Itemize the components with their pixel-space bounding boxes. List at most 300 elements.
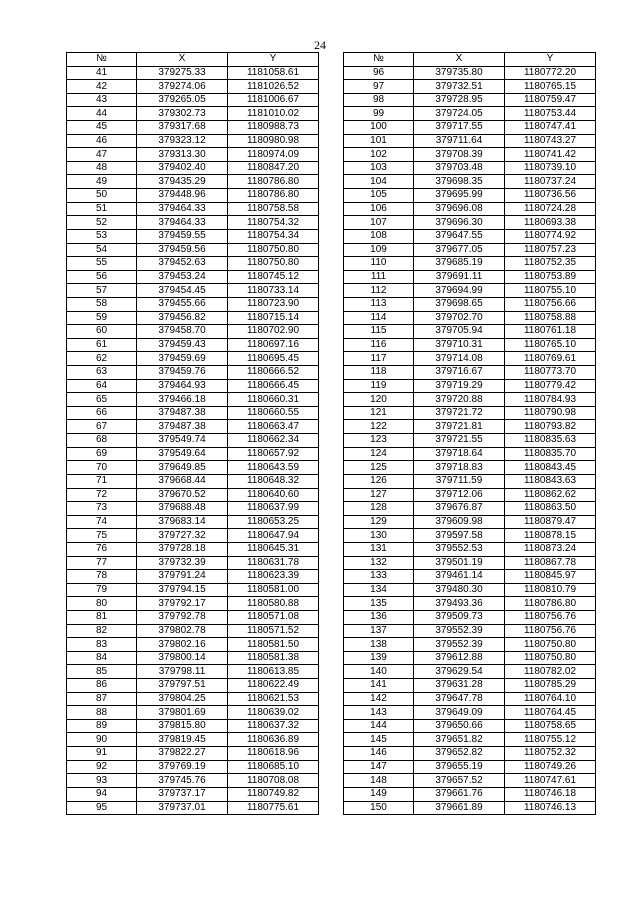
y-coordinate-cell: 1180790.98 [505,406,596,420]
y-coordinate-cell: 1180745.12 [228,270,319,284]
x-coordinate-cell: 379716.67 [414,366,505,380]
y-coordinate-cell: 1180753.89 [505,270,596,284]
x-coordinate-cell: 379466.18 [137,393,228,407]
x-coordinate-cell: 379792.17 [137,597,228,611]
x-coordinate-cell: 379801.69 [137,706,228,720]
table-row [67,556,319,570]
x-coordinate-cell: 379797.51 [137,679,228,693]
y-coordinate-cell: 1180757.23 [505,243,596,257]
table-row [67,257,319,271]
table-row [67,801,319,815]
y-coordinate-cell: 1180779.42 [505,379,596,393]
table-row [67,202,319,216]
column-header-y: Y [228,53,319,67]
point-number-cell: 131 [344,542,414,556]
table-row [67,379,319,393]
table-row [67,502,319,516]
table-row [344,216,596,230]
table-row [344,610,596,624]
table-row [344,229,596,243]
point-number-cell: 150 [344,801,414,815]
y-coordinate-cell: 1180862.62 [505,488,596,502]
x-coordinate-cell: 379480.30 [414,583,505,597]
table-row [67,747,319,761]
point-number-cell: 69 [67,447,137,461]
y-coordinate-cell: 1180737.24 [505,175,596,189]
y-coordinate-cell: 1180637.32 [228,719,319,733]
y-coordinate-cell: 1180758.58 [228,202,319,216]
y-coordinate-cell: 1180749.82 [228,787,319,801]
table-row [344,393,596,407]
point-number-cell: 149 [344,787,414,801]
x-coordinate-cell: 379708.39 [414,148,505,162]
point-number-cell: 102 [344,148,414,162]
table-row [344,121,596,135]
point-number-cell: 141 [344,679,414,693]
point-number-cell: 56 [67,270,137,284]
point-number-cell: 101 [344,134,414,148]
x-coordinate-cell: 379712.06 [414,488,505,502]
point-number-cell: 112 [344,284,414,298]
y-coordinate-cell: 1180621.53 [228,692,319,706]
table-row [344,488,596,502]
y-coordinate-cell: 1180793.82 [505,420,596,434]
table-row [67,760,319,774]
y-coordinate-cell: 1180784.93 [505,393,596,407]
table-row [67,80,319,94]
table-row [67,651,319,665]
x-coordinate-cell: 379819.45 [137,733,228,747]
x-coordinate-cell: 379657.52 [414,774,505,788]
point-number-cell: 128 [344,502,414,516]
y-coordinate-cell: 1180845.97 [505,570,596,584]
x-coordinate-cell: 379705.94 [414,325,505,339]
point-number-cell: 91 [67,747,137,761]
table-row [344,379,596,393]
point-number-cell: 133 [344,570,414,584]
x-coordinate-cell: 379711.64 [414,134,505,148]
table-row [344,787,596,801]
table-row [344,270,596,284]
x-coordinate-cell: 379649.85 [137,461,228,475]
y-coordinate-cell: 1180662.34 [228,434,319,448]
y-coordinate-cell: 1180769.61 [505,352,596,366]
x-coordinate-cell: 379802.78 [137,624,228,638]
y-coordinate-cell: 1180741.42 [505,148,596,162]
table-row [67,393,319,407]
table-row [344,502,596,516]
point-number-cell: 85 [67,665,137,679]
point-number-cell: 62 [67,352,137,366]
x-coordinate-cell: 379676.87 [414,502,505,516]
point-number-cell: 52 [67,216,137,230]
table-row [67,93,319,107]
x-coordinate-cell: 379549.64 [137,447,228,461]
y-coordinate-cell: 1180647.94 [228,529,319,543]
y-coordinate-cell: 1180723.90 [228,297,319,311]
table-row [67,66,319,80]
y-coordinate-cell: 1180660.55 [228,406,319,420]
x-coordinate-cell: 379670.52 [137,488,228,502]
point-number-cell: 51 [67,202,137,216]
x-coordinate-cell: 379552.39 [414,624,505,638]
x-coordinate-cell: 379631.28 [414,679,505,693]
point-number-cell: 137 [344,624,414,638]
point-number-cell: 118 [344,366,414,380]
point-number-cell: 53 [67,229,137,243]
table-row [67,570,319,584]
point-number-cell: 61 [67,338,137,352]
table-row [344,189,596,203]
x-coordinate-cell: 379464.93 [137,379,228,393]
x-coordinate-cell: 379609.98 [414,515,505,529]
x-coordinate-cell: 379791.24 [137,570,228,584]
table-row [67,447,319,461]
x-coordinate-cell: 379652.82 [414,747,505,761]
y-coordinate-cell: 1180756.66 [505,297,596,311]
y-coordinate-cell: 1180666.45 [228,379,319,393]
y-coordinate-cell: 1180648.32 [228,474,319,488]
y-coordinate-cell: 1180873.24 [505,542,596,556]
table-row [67,311,319,325]
point-number-cell: 96 [344,66,414,80]
y-coordinate-cell: 1180758.65 [505,719,596,733]
x-coordinate-cell: 379402.40 [137,161,228,175]
table-row [67,461,319,475]
column-header-y: Y [505,53,596,67]
point-number-cell: 58 [67,297,137,311]
y-coordinate-cell: 1180750.80 [228,257,319,271]
x-coordinate-cell: 379685.19 [414,257,505,271]
y-coordinate-cell: 1180618.96 [228,747,319,761]
point-number-cell: 114 [344,311,414,325]
point-number-cell: 126 [344,474,414,488]
table-row [344,515,596,529]
table-row [67,597,319,611]
y-coordinate-cell: 1180774.92 [505,229,596,243]
y-coordinate-cell: 1180775.61 [228,801,319,815]
table-row [344,624,596,638]
y-coordinate-cell: 1180746.13 [505,801,596,815]
y-coordinate-cell: 1180752.32 [505,747,596,761]
y-coordinate-cell: 1180657.92 [228,447,319,461]
y-coordinate-cell: 1180835.63 [505,434,596,448]
point-number-cell: 116 [344,338,414,352]
table-row [67,406,319,420]
y-coordinate-cell: 1180739.10 [505,161,596,175]
y-coordinate-cell: 1180765.15 [505,80,596,94]
point-number-cell: 93 [67,774,137,788]
point-number-cell: 130 [344,529,414,543]
table-row [67,719,319,733]
x-coordinate-cell: 379719.29 [414,379,505,393]
x-coordinate-cell: 379448.96 [137,189,228,203]
table-row [67,366,319,380]
y-coordinate-cell: 1180724.28 [505,202,596,216]
y-coordinate-cell: 1180708.08 [228,774,319,788]
point-number-cell: 100 [344,121,414,135]
table-row [344,542,596,556]
x-coordinate-cell: 379711.59 [414,474,505,488]
x-coordinate-cell: 379458.70 [137,325,228,339]
point-number-cell: 77 [67,556,137,570]
x-coordinate-cell: 379552.53 [414,542,505,556]
y-coordinate-cell: 1180660.31 [228,393,319,407]
x-coordinate-cell: 379732.39 [137,556,228,570]
table-row [67,542,319,556]
y-coordinate-cell: 1180867.78 [505,556,596,570]
x-coordinate-cell: 379274.06 [137,80,228,94]
y-coordinate-cell: 1180835.70 [505,447,596,461]
y-coordinate-cell: 1180643.59 [228,461,319,475]
y-coordinate-cell: 1180693.38 [505,216,596,230]
table-header-row [344,53,596,67]
table-row [344,93,596,107]
table-row [344,570,596,584]
table-row [67,338,319,352]
x-coordinate-cell: 379695.99 [414,189,505,203]
x-coordinate-cell: 379677.05 [414,243,505,257]
table-row [344,352,596,366]
point-number-cell: 49 [67,175,137,189]
y-coordinate-cell: 1180756.76 [505,610,596,624]
point-number-cell: 47 [67,148,137,162]
x-coordinate-cell: 379612.88 [414,651,505,665]
x-coordinate-cell: 379822.27 [137,747,228,761]
table-row [67,774,319,788]
table-row [344,665,596,679]
y-coordinate-cell: 1180613.85 [228,665,319,679]
table-row [67,679,319,693]
table-row [344,801,596,815]
x-coordinate-cell: 379720.88 [414,393,505,407]
point-number-cell: 117 [344,352,414,366]
point-number-cell: 80 [67,597,137,611]
point-number-cell: 125 [344,461,414,475]
x-coordinate-cell: 379459.56 [137,243,228,257]
x-coordinate-cell: 379487.38 [137,420,228,434]
point-number-cell: 123 [344,434,414,448]
point-number-cell: 129 [344,515,414,529]
point-number-cell: 95 [67,801,137,815]
point-number-cell: 86 [67,679,137,693]
x-coordinate-cell: 379668.44 [137,474,228,488]
point-number-cell: 83 [67,638,137,652]
table-row [344,679,596,693]
y-coordinate-cell: 1180733.14 [228,284,319,298]
point-number-cell: 119 [344,379,414,393]
y-coordinate-cell: 1180843.45 [505,461,596,475]
y-coordinate-cell: 1180764.10 [505,692,596,706]
x-coordinate-cell: 379459.76 [137,366,228,380]
point-number-cell: 84 [67,651,137,665]
x-coordinate-cell: 379792.78 [137,610,228,624]
x-coordinate-cell: 379718.64 [414,447,505,461]
y-coordinate-cell: 1180736.56 [505,189,596,203]
column-header-x: X [137,53,228,67]
page-number: 24 [314,38,326,52]
table-row [344,638,596,652]
x-coordinate-cell: 379455.66 [137,297,228,311]
x-coordinate-cell: 379493.36 [414,597,505,611]
table-row [67,515,319,529]
table-row [67,638,319,652]
y-coordinate-cell: 1180580.88 [228,597,319,611]
x-coordinate-cell: 379717.55 [414,121,505,135]
x-coordinate-cell: 379737.17 [137,787,228,801]
x-coordinate-cell: 379724.05 [414,107,505,121]
x-coordinate-cell: 379459.43 [137,338,228,352]
y-coordinate-cell: 1180666.52 [228,366,319,380]
point-number-cell: 99 [344,107,414,121]
table-row [67,434,319,448]
table-row [67,161,319,175]
y-coordinate-cell: 1180753.44 [505,107,596,121]
table-row [344,529,596,543]
table-row [344,692,596,706]
x-coordinate-cell: 379691.11 [414,270,505,284]
point-number-cell: 144 [344,719,414,733]
point-number-cell: 132 [344,556,414,570]
point-number-cell: 121 [344,406,414,420]
y-coordinate-cell: 1180974.09 [228,148,319,162]
x-coordinate-cell: 379655.19 [414,760,505,774]
table-row [67,488,319,502]
x-coordinate-cell: 379745.76 [137,774,228,788]
column-header-number: № [67,53,137,67]
x-coordinate-cell: 379769.19 [137,760,228,774]
point-number-cell: 136 [344,610,414,624]
point-number-cell: 145 [344,733,414,747]
table-row [344,556,596,570]
table-row [344,148,596,162]
point-number-cell: 71 [67,474,137,488]
x-coordinate-cell: 379302.73 [137,107,228,121]
x-coordinate-cell: 379509.73 [414,610,505,624]
table-row [67,665,319,679]
x-coordinate-cell: 379453.24 [137,270,228,284]
x-coordinate-cell: 379265.05 [137,93,228,107]
point-number-cell: 45 [67,121,137,135]
point-number-cell: 122 [344,420,414,434]
table-row [344,311,596,325]
table-row [344,733,596,747]
table-row [344,257,596,271]
table-row [67,243,319,257]
x-coordinate-cell: 379732.51 [414,80,505,94]
table-row [67,107,319,121]
point-number-cell: 104 [344,175,414,189]
table-row [344,80,596,94]
point-number-cell: 50 [67,189,137,203]
point-number-cell: 111 [344,270,414,284]
x-coordinate-cell: 379597.58 [414,529,505,543]
y-coordinate-cell: 1180754.32 [228,216,319,230]
y-coordinate-cell: 1180571.52 [228,624,319,638]
table-row [344,583,596,597]
table-row [344,202,596,216]
coordinates-table-right [343,52,596,815]
point-number-cell: 43 [67,93,137,107]
table-row [344,243,596,257]
y-coordinate-cell: 1180695.45 [228,352,319,366]
point-number-cell: 109 [344,243,414,257]
x-coordinate-cell: 379794.15 [137,583,228,597]
x-coordinate-cell: 379552.39 [414,638,505,652]
y-coordinate-cell: 1180755.12 [505,733,596,747]
x-coordinate-cell: 379313.30 [137,148,228,162]
table-row [67,134,319,148]
table-row [344,597,596,611]
table-row [67,216,319,230]
y-coordinate-cell: 1180749.26 [505,760,596,774]
x-coordinate-cell: 379275.33 [137,66,228,80]
coordinates-table-left [66,52,319,815]
table-row [67,624,319,638]
table-row [344,297,596,311]
x-coordinate-cell: 379323.12 [137,134,228,148]
point-number-cell: 75 [67,529,137,543]
y-coordinate-cell: 1180759.47 [505,93,596,107]
x-coordinate-cell: 379459.69 [137,352,228,366]
point-number-cell: 103 [344,161,414,175]
table-row [344,774,596,788]
table-row [344,651,596,665]
x-coordinate-cell: 379737.01 [137,801,228,815]
point-number-cell: 73 [67,502,137,516]
y-coordinate-cell: 1180752.35 [505,257,596,271]
y-coordinate-cell: 1180685.10 [228,760,319,774]
point-number-cell: 105 [344,189,414,203]
x-coordinate-cell: 379651.82 [414,733,505,747]
point-number-cell: 67 [67,420,137,434]
point-number-cell: 139 [344,651,414,665]
table-row [344,325,596,339]
y-coordinate-cell: 1180773.70 [505,366,596,380]
x-coordinate-cell: 379661.76 [414,787,505,801]
point-number-cell: 42 [67,80,137,94]
y-coordinate-cell: 1180847.20 [228,161,319,175]
x-coordinate-cell: 379696.08 [414,202,505,216]
point-number-cell: 82 [67,624,137,638]
x-coordinate-cell: 379703.48 [414,161,505,175]
table-row [67,270,319,284]
x-coordinate-cell: 379501.19 [414,556,505,570]
point-number-cell: 78 [67,570,137,584]
y-coordinate-cell: 1180786.80 [228,175,319,189]
point-number-cell: 138 [344,638,414,652]
y-coordinate-cell: 1180571.08 [228,610,319,624]
y-coordinate-cell: 1180785.29 [505,679,596,693]
y-coordinate-cell: 1180746.18 [505,787,596,801]
table-row [67,175,319,189]
point-number-cell: 89 [67,719,137,733]
point-number-cell: 113 [344,297,414,311]
y-coordinate-cell: 1180715.14 [228,311,319,325]
point-number-cell: 115 [344,325,414,339]
table-row [344,406,596,420]
x-coordinate-cell: 379804.25 [137,692,228,706]
table-row [67,706,319,720]
point-number-cell: 54 [67,243,137,257]
point-number-cell: 135 [344,597,414,611]
column-header-number: № [344,53,414,67]
point-number-cell: 106 [344,202,414,216]
table-row [344,474,596,488]
table-row [67,529,319,543]
table-row [344,706,596,720]
table-row [344,175,596,189]
